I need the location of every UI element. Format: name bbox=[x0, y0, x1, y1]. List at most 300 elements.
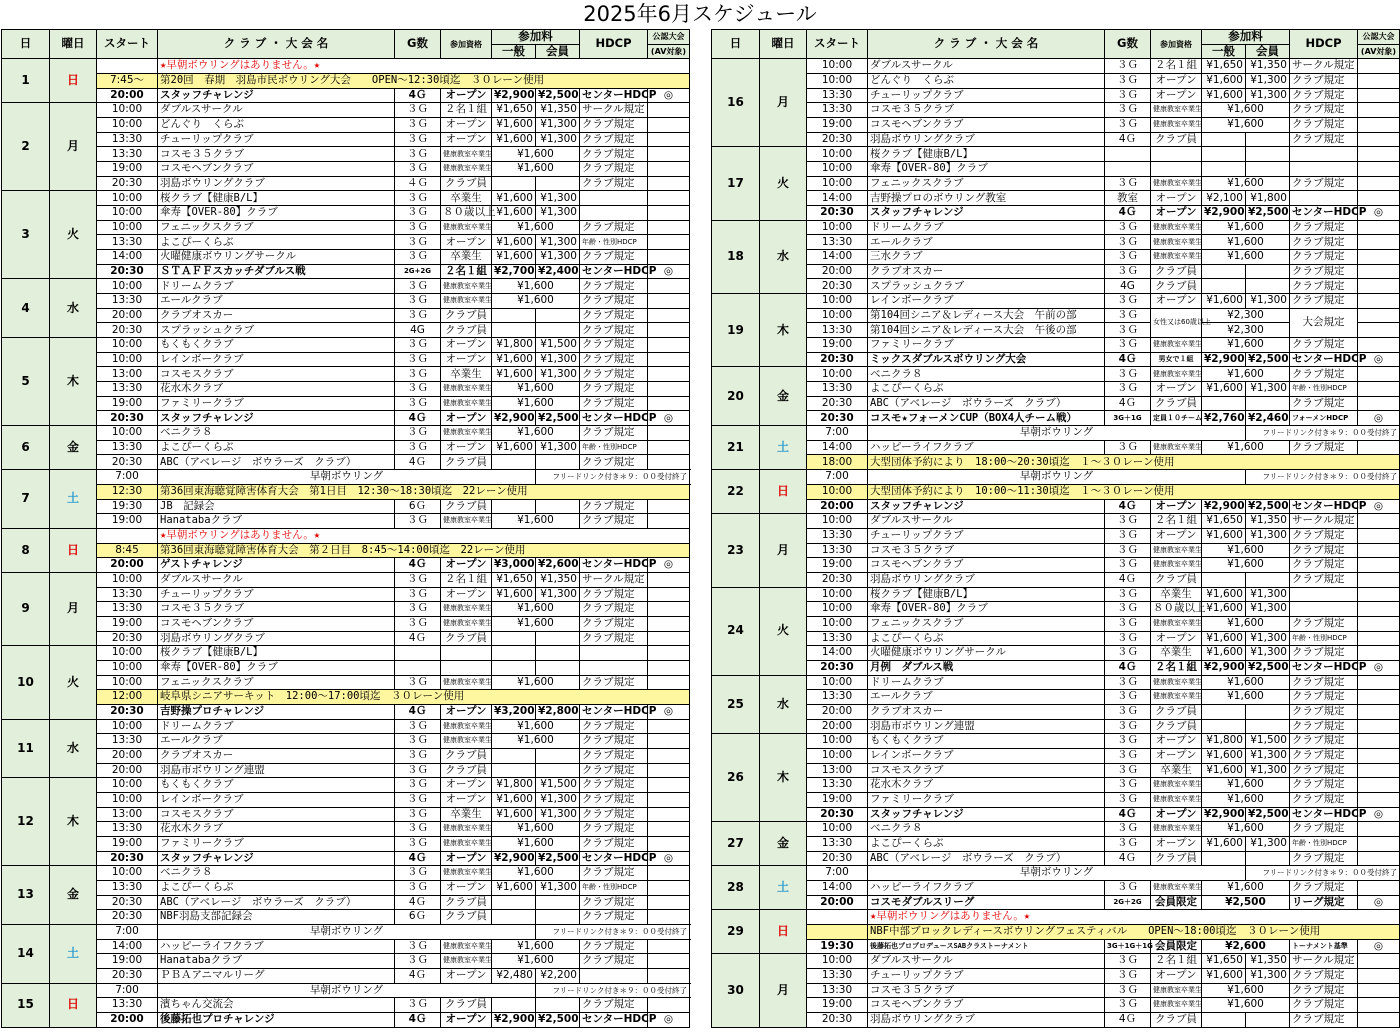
games-count: ３Ｇ bbox=[1105, 998, 1151, 1013]
table-row bbox=[712, 250, 1400, 265]
official-mark bbox=[648, 191, 690, 206]
start-time: 10:00 bbox=[97, 646, 158, 661]
games-count: ３Ｇ bbox=[1105, 969, 1151, 984]
table-row bbox=[2, 59, 690, 74]
schedule-table-left bbox=[1, 29, 690, 1028]
qualification: 定員１０チーム bbox=[1151, 411, 1202, 426]
club-name: チューリップクラブ bbox=[868, 88, 1105, 103]
games-count: ３Ｇ bbox=[1105, 983, 1151, 998]
club-name: 第104回シニア＆レディース大会 午前の部 bbox=[868, 308, 1105, 323]
official-mark bbox=[648, 499, 690, 514]
header-day: 日 bbox=[2, 30, 50, 59]
hdcp-rule: サークル規定 bbox=[1290, 954, 1358, 969]
official-mark: ◎ bbox=[648, 264, 690, 279]
games-count: ３Ｇ bbox=[1105, 778, 1151, 793]
table-row bbox=[2, 455, 690, 470]
day-number: 4 bbox=[2, 279, 50, 338]
weekday: 月 bbox=[760, 59, 807, 147]
fee-member bbox=[1246, 704, 1290, 719]
official-mark bbox=[1358, 118, 1400, 133]
fee-general bbox=[1202, 719, 1246, 734]
qualification: 男女で１組 bbox=[1151, 352, 1202, 367]
official-mark: ◎ bbox=[648, 411, 690, 426]
start-time: 10:00 bbox=[97, 719, 158, 734]
club-name: レインボークラブ bbox=[158, 352, 395, 367]
start-time: 19:30 bbox=[807, 939, 868, 954]
notice-text: ★早朝ボウリングはありません。★ bbox=[868, 910, 1400, 925]
games-count: 3G＋1G bbox=[1105, 411, 1151, 426]
hdcp-rule: クラブ規定 bbox=[1290, 279, 1358, 294]
start-time: 19:30 bbox=[97, 499, 158, 514]
qualification: 健康教室卒業生 bbox=[1151, 250, 1202, 265]
games-count: ３Ｇ bbox=[395, 220, 441, 235]
day-number: 2 bbox=[2, 103, 50, 191]
table-row bbox=[2, 499, 690, 514]
hdcp-rule: クラブ規定 bbox=[1290, 969, 1358, 984]
official-mark bbox=[648, 763, 690, 778]
weekday: 木 bbox=[760, 294, 807, 367]
hdcp-rule bbox=[580, 191, 648, 206]
official-mark bbox=[1358, 851, 1400, 866]
weekday: 月 bbox=[760, 514, 807, 587]
hdcp-rule: クラブ規定 bbox=[1290, 250, 1358, 265]
fee: ¥1,600 bbox=[492, 954, 580, 969]
club-name: ファミリークラブ bbox=[868, 792, 1105, 807]
start-time: 12:00 bbox=[97, 690, 158, 705]
table-row bbox=[2, 294, 690, 309]
club-name: スタッフチャレンジ bbox=[868, 206, 1105, 221]
official-mark bbox=[648, 616, 690, 631]
fee-member bbox=[536, 763, 580, 778]
official-mark bbox=[648, 748, 690, 763]
games-count: ３Ｇ bbox=[395, 939, 441, 954]
hdcp-rule: センターHDCP bbox=[1290, 499, 1358, 514]
start-time: 19:00 bbox=[97, 162, 158, 177]
fee: ¥1,600 bbox=[1202, 998, 1290, 1013]
start-time: 7:00 bbox=[807, 470, 868, 485]
header-fee-member: 会員 bbox=[1246, 44, 1290, 59]
header-games: G数 bbox=[395, 30, 441, 59]
table-row bbox=[2, 132, 690, 147]
club-name: もくもくクラブ bbox=[158, 778, 395, 793]
hdcp-rule: クラブ規定 bbox=[580, 132, 648, 147]
games-count: ３Ｇ bbox=[1105, 719, 1151, 734]
official-mark bbox=[1358, 132, 1400, 147]
hdcp-rule: クラブ規定 bbox=[1290, 132, 1358, 147]
table-row bbox=[712, 660, 1400, 675]
table-row bbox=[712, 484, 1400, 499]
start-time: 10:00 bbox=[97, 778, 158, 793]
qualification: 卒業生 bbox=[441, 250, 492, 265]
club-name: 三水クラブ bbox=[868, 250, 1105, 265]
games-count: ３Ｇ bbox=[1105, 88, 1151, 103]
club-name: ABC（アベレージ ボウラーズ クラブ） bbox=[158, 455, 395, 470]
official-mark bbox=[1358, 323, 1400, 338]
games-count: ３Ｇ bbox=[1105, 528, 1151, 543]
club-name: 傘寿【OVER-80】クラブ bbox=[158, 206, 395, 221]
table-row bbox=[2, 704, 690, 719]
weekday: 日 bbox=[50, 983, 97, 1027]
header-hdcp: HDCP bbox=[1290, 30, 1358, 59]
table-row bbox=[712, 851, 1400, 866]
header-official: 公認大会 bbox=[648, 30, 690, 45]
fee: ¥1,600 bbox=[492, 514, 580, 529]
club-name: ドリームクラブ bbox=[868, 220, 1105, 235]
fee-member: ¥1,500 bbox=[536, 338, 580, 353]
games-count bbox=[395, 660, 441, 675]
table-row bbox=[2, 880, 690, 895]
table-row bbox=[2, 910, 690, 925]
fee-member: ¥1,350 bbox=[536, 103, 580, 118]
games-count: 4Ｇ bbox=[1105, 660, 1151, 675]
club-name: ドリームクラブ bbox=[868, 675, 1105, 690]
qualification: 健康教室卒業生 bbox=[1151, 543, 1202, 558]
event-notice: 岐阜県シニアサーキット 12:00～17:00頃迄 ３０レーン使用 bbox=[158, 690, 690, 705]
games-count: ３Ｇ bbox=[395, 675, 441, 690]
games-count: ３Ｇ bbox=[1105, 250, 1151, 265]
games-count: 4Ｇ bbox=[395, 558, 441, 573]
early-bowling-label: 早朝ボウリング bbox=[158, 924, 536, 939]
start-time: 13:30 bbox=[97, 822, 158, 837]
qualification: オープン bbox=[441, 235, 492, 250]
qualification: 健康教室卒業生 bbox=[441, 734, 492, 749]
fee-general: ¥1,600 bbox=[492, 587, 536, 602]
start-time: 10:00 bbox=[807, 367, 868, 382]
club-name: ABC（アベレージ ボウラーズ クラブ） bbox=[868, 851, 1105, 866]
start-time: 7:45～ bbox=[97, 74, 158, 89]
games-count: ３Ｇ bbox=[1105, 59, 1151, 74]
club-name: 桜クラブ【健康B/L】 bbox=[868, 147, 1105, 162]
start-time: 20:00 bbox=[97, 748, 158, 763]
hdcp-rule: リーグ規定 bbox=[1290, 895, 1358, 910]
games-count: ３Ｇ bbox=[1105, 690, 1151, 705]
fee-member: ¥2,500 bbox=[536, 1013, 580, 1028]
fee: ¥1,600 bbox=[1202, 675, 1290, 690]
start-time: 13:30 bbox=[97, 382, 158, 397]
club-name: よこぴーくらぶ bbox=[868, 631, 1105, 646]
table-row bbox=[712, 704, 1400, 719]
qualification: 健康教室卒業生 bbox=[1151, 822, 1202, 837]
start-time: 10:00 bbox=[97, 338, 158, 353]
hdcp-rule: クラブ規定 bbox=[580, 294, 648, 309]
header-start: スタート bbox=[807, 30, 868, 59]
qualification: 健康教室卒業生 bbox=[1151, 998, 1202, 1013]
hdcp-rule: クラブ規定 bbox=[580, 616, 648, 631]
fee-member bbox=[1246, 851, 1290, 866]
fee-member bbox=[536, 895, 580, 910]
fee: ¥1,600 bbox=[1202, 778, 1290, 793]
official-mark bbox=[648, 396, 690, 411]
fee: ¥1,600 bbox=[492, 675, 580, 690]
weekday: 金 bbox=[50, 426, 97, 470]
fee: ¥1,600 bbox=[1202, 103, 1290, 118]
hdcp-rule: クラブ規定 bbox=[580, 895, 648, 910]
club-name: スタッフチャレンジ bbox=[868, 499, 1105, 514]
qualification: ８０歳以上 bbox=[441, 206, 492, 221]
games-count: 教室 bbox=[1105, 191, 1151, 206]
games-count: ３Ｇ bbox=[395, 235, 441, 250]
games-count: ３Ｇ bbox=[1105, 822, 1151, 837]
start-time: 20:30 bbox=[97, 631, 158, 646]
games-count: ３Ｇ bbox=[395, 338, 441, 353]
games-count: ３Ｇ bbox=[395, 778, 441, 793]
official-mark bbox=[1358, 308, 1400, 323]
start-time: 10:00 bbox=[807, 587, 868, 602]
table-row bbox=[712, 440, 1400, 455]
qualification: オープン bbox=[1151, 748, 1202, 763]
official-mark bbox=[1358, 367, 1400, 382]
start-time: 7:00 bbox=[807, 866, 868, 881]
header-official-av: (AV対象) bbox=[1358, 44, 1400, 59]
weekday: 土 bbox=[50, 470, 97, 529]
club-name: 羽島ボウリングクラブ bbox=[868, 1013, 1105, 1028]
hdcp-rule: クラブ規定 bbox=[1290, 338, 1358, 353]
qualification: 卒業生 bbox=[1151, 763, 1202, 778]
club-name: ドリームクラブ bbox=[158, 719, 395, 734]
fee-member: ¥1,500 bbox=[536, 778, 580, 793]
table-row bbox=[712, 836, 1400, 851]
fee-general: ¥1,600 bbox=[1202, 969, 1246, 984]
qualification: クラブ員 bbox=[1151, 704, 1202, 719]
fee-member: ¥1,300 bbox=[1246, 763, 1290, 778]
official-mark bbox=[1358, 704, 1400, 719]
fee-general: ¥2,760 bbox=[1202, 411, 1246, 426]
start-time: 20:00 bbox=[97, 308, 158, 323]
games-count: ３Ｇ bbox=[395, 763, 441, 778]
club-name: もくもくクラブ bbox=[868, 734, 1105, 749]
qualification: ２名１組 bbox=[1151, 59, 1202, 74]
qualification: オープン bbox=[441, 118, 492, 133]
fee-general: ¥2,900 bbox=[1202, 206, 1246, 221]
hdcp-rule: クラブ規定 bbox=[580, 367, 648, 382]
qualification: クラブ員 bbox=[441, 910, 492, 925]
qualification: ２名１組 bbox=[441, 103, 492, 118]
start-time: 13:30 bbox=[97, 602, 158, 617]
start-time: 19:00 bbox=[97, 616, 158, 631]
club-name: ＳＴＡＦＦスカッチダブルス戦 bbox=[158, 264, 395, 279]
table-row bbox=[712, 426, 1400, 441]
start-time: 10:00 bbox=[97, 352, 158, 367]
hdcp-rule: クラブ規定 bbox=[580, 939, 648, 954]
table-row bbox=[712, 103, 1400, 118]
official-mark bbox=[648, 352, 690, 367]
fee-general bbox=[1202, 147, 1246, 162]
games-count: ３Ｇ bbox=[395, 866, 441, 881]
club-name: ファミリークラブ bbox=[158, 396, 395, 411]
games-count: ３Ｇ bbox=[395, 191, 441, 206]
start-time: 13:30 bbox=[807, 983, 868, 998]
table-row bbox=[712, 191, 1400, 206]
qualification: ２名１組 bbox=[1151, 954, 1202, 969]
official-mark bbox=[648, 308, 690, 323]
fee-member: ¥2,500 bbox=[536, 88, 580, 103]
table-row bbox=[2, 558, 690, 573]
qualification: クラブ員 bbox=[441, 748, 492, 763]
fee-general: ¥2,900 bbox=[1202, 660, 1246, 675]
hdcp-rule bbox=[580, 646, 648, 661]
weekday: 金 bbox=[760, 822, 807, 866]
table-row bbox=[712, 235, 1400, 250]
start-time: 20:00 bbox=[97, 763, 158, 778]
table-row bbox=[712, 910, 1400, 925]
games-count: ３Ｇ bbox=[1105, 220, 1151, 235]
start-time: 13:30 bbox=[807, 382, 868, 397]
games-count: 4Ｇ bbox=[1105, 396, 1151, 411]
fee-general: ¥1,600 bbox=[492, 807, 536, 822]
games-count: ３Ｇ bbox=[395, 954, 441, 969]
games-count: 4G bbox=[395, 323, 441, 338]
table-row bbox=[712, 792, 1400, 807]
games-count: 4Ｇ bbox=[395, 895, 441, 910]
qualification: 健康教室卒業生 bbox=[1151, 880, 1202, 895]
weekday: 金 bbox=[50, 866, 97, 925]
table-row bbox=[712, 206, 1400, 221]
start-time: 12:30 bbox=[97, 484, 158, 499]
start-time: 13:30 bbox=[97, 880, 158, 895]
club-name: 羽島市ボウリング連盟 bbox=[868, 719, 1105, 734]
weekday: 日 bbox=[760, 470, 807, 514]
official-mark: ◎ bbox=[1358, 895, 1400, 910]
qualification: 健康教室卒業生 bbox=[441, 294, 492, 309]
games-count: ３Ｇ bbox=[395, 132, 441, 147]
fee-general: ¥1,600 bbox=[1202, 602, 1246, 617]
hdcp-rule bbox=[1290, 147, 1358, 162]
fee: ¥1,600 bbox=[492, 294, 580, 309]
table-row bbox=[2, 807, 690, 822]
games-count: ３Ｇ bbox=[1105, 514, 1151, 529]
games-count: ３Ｇ bbox=[395, 616, 441, 631]
hdcp-rule: クラブ規定 bbox=[1290, 176, 1358, 191]
fee-member: ¥2,500 bbox=[1246, 206, 1290, 221]
club-name: ハッピーライフクラブ bbox=[868, 880, 1105, 895]
table-row bbox=[712, 690, 1400, 705]
qualification: クラブ員 bbox=[1151, 279, 1202, 294]
official-mark bbox=[1358, 279, 1400, 294]
event-notice: 第36回東海聴覚障害体育大会 第２日目 8:45～14:00頃迄 22レーン使用 bbox=[158, 543, 690, 558]
club-name: フェニックスクラブ bbox=[158, 675, 395, 690]
start-time: 19:00 bbox=[97, 954, 158, 969]
hdcp-rule: クラブ規定 bbox=[1290, 396, 1358, 411]
table-header-right bbox=[712, 30, 1400, 59]
weekday: 火 bbox=[760, 147, 807, 220]
table-header-left bbox=[2, 30, 690, 59]
official-mark bbox=[648, 338, 690, 353]
fee-member bbox=[536, 910, 580, 925]
official-mark bbox=[648, 675, 690, 690]
games-count: 4G bbox=[1105, 279, 1151, 294]
club-name: 月例 ダブルス戦 bbox=[868, 660, 1105, 675]
start-time: 20:30 bbox=[97, 411, 158, 426]
day-number: 14 bbox=[2, 924, 50, 983]
fee: ¥1,600 bbox=[1202, 880, 1290, 895]
qualification: オープン bbox=[441, 88, 492, 103]
day-number: 7 bbox=[2, 470, 50, 529]
qualification: オープン bbox=[441, 411, 492, 426]
official-mark bbox=[1358, 440, 1400, 455]
fee: ¥1,600 bbox=[1202, 616, 1290, 631]
header-fee: 参加料 bbox=[1202, 30, 1290, 45]
table-row bbox=[712, 558, 1400, 573]
start-time: 14:00 bbox=[807, 880, 868, 895]
qualification: 健康教室卒業生 bbox=[1151, 558, 1202, 573]
weekday: 日 bbox=[760, 910, 807, 954]
fee-general: ¥1,800 bbox=[492, 778, 536, 793]
games-count: ３Ｇ bbox=[395, 206, 441, 221]
day-number: 1 bbox=[2, 59, 50, 103]
games-count: ３Ｇ bbox=[1105, 382, 1151, 397]
club-name: よこぴーくらぶ bbox=[158, 440, 395, 455]
official-mark bbox=[1358, 836, 1400, 851]
games-count: ３Ｇ bbox=[395, 587, 441, 602]
official-mark bbox=[648, 426, 690, 441]
official-mark: ◎ bbox=[1358, 939, 1400, 954]
official-mark bbox=[648, 778, 690, 793]
day-number: 13 bbox=[2, 866, 50, 925]
games-count: ３Ｇ bbox=[395, 147, 441, 162]
table-row bbox=[2, 426, 690, 441]
qualification: 健康教室卒業生 bbox=[1151, 983, 1202, 998]
hdcp-rule: クラブ規定 bbox=[580, 734, 648, 749]
qualification: オープン bbox=[441, 1013, 492, 1028]
fee: ¥1,600 bbox=[1202, 690, 1290, 705]
club-name: クラブオスカー bbox=[158, 308, 395, 323]
club-name: スタッフチャレンジ bbox=[158, 411, 395, 426]
games-count: ３Ｇ bbox=[395, 602, 441, 617]
header-qualification: 参加資格 bbox=[441, 30, 492, 59]
start-time: 19:00 bbox=[807, 118, 868, 133]
qualification: オープン bbox=[441, 704, 492, 719]
official-mark bbox=[648, 939, 690, 954]
club-name: フェニックスクラブ bbox=[158, 220, 395, 235]
start-time: 13:30 bbox=[807, 969, 868, 984]
games-count: ３Ｇ bbox=[1105, 587, 1151, 602]
table-row bbox=[2, 279, 690, 294]
official-mark bbox=[648, 734, 690, 749]
club-name: 傘寿【OVER-80】クラブ bbox=[868, 602, 1105, 617]
games-count: ３Ｇ bbox=[1105, 675, 1151, 690]
qualification: ８０歳以上 bbox=[1151, 602, 1202, 617]
fee-member: ¥1,300 bbox=[1246, 382, 1290, 397]
official-mark bbox=[648, 646, 690, 661]
table-row bbox=[2, 954, 690, 969]
header-day: 日 bbox=[712, 30, 760, 59]
table-row bbox=[712, 954, 1400, 969]
games-count: ３Ｇ bbox=[395, 250, 441, 265]
header-fee-member: 会員 bbox=[536, 44, 580, 59]
hdcp-rule: クラブ規定 bbox=[1290, 220, 1358, 235]
games-count: ３Ｇ bbox=[395, 748, 441, 763]
games-count: ３Ｇ bbox=[1105, 308, 1151, 323]
fee-member bbox=[1246, 147, 1290, 162]
table-row bbox=[712, 176, 1400, 191]
start-time: 19:00 bbox=[97, 396, 158, 411]
hdcp-rule: クラブ規定 bbox=[1290, 294, 1358, 309]
official-mark bbox=[1358, 88, 1400, 103]
qualification: 健康教室卒業生 bbox=[1151, 792, 1202, 807]
club-name: JB 記録会 bbox=[158, 499, 395, 514]
hdcp-rule: クラブ規定 bbox=[580, 954, 648, 969]
fee: ¥1,600 bbox=[1202, 176, 1290, 191]
qualification: オープン bbox=[1151, 807, 1202, 822]
fee-member bbox=[1246, 1013, 1290, 1028]
fee: ¥1,600 bbox=[492, 426, 580, 441]
club-name: 濱ちゃん交流会 bbox=[158, 998, 395, 1013]
start-time: 10:00 bbox=[807, 484, 868, 499]
hdcp-rule: クラブ規定 bbox=[1290, 528, 1358, 543]
hdcp-rule: クラブ規定 bbox=[580, 514, 648, 529]
hdcp-rule: センターHDCP bbox=[1290, 807, 1358, 822]
fee-member: ¥1,300 bbox=[536, 235, 580, 250]
